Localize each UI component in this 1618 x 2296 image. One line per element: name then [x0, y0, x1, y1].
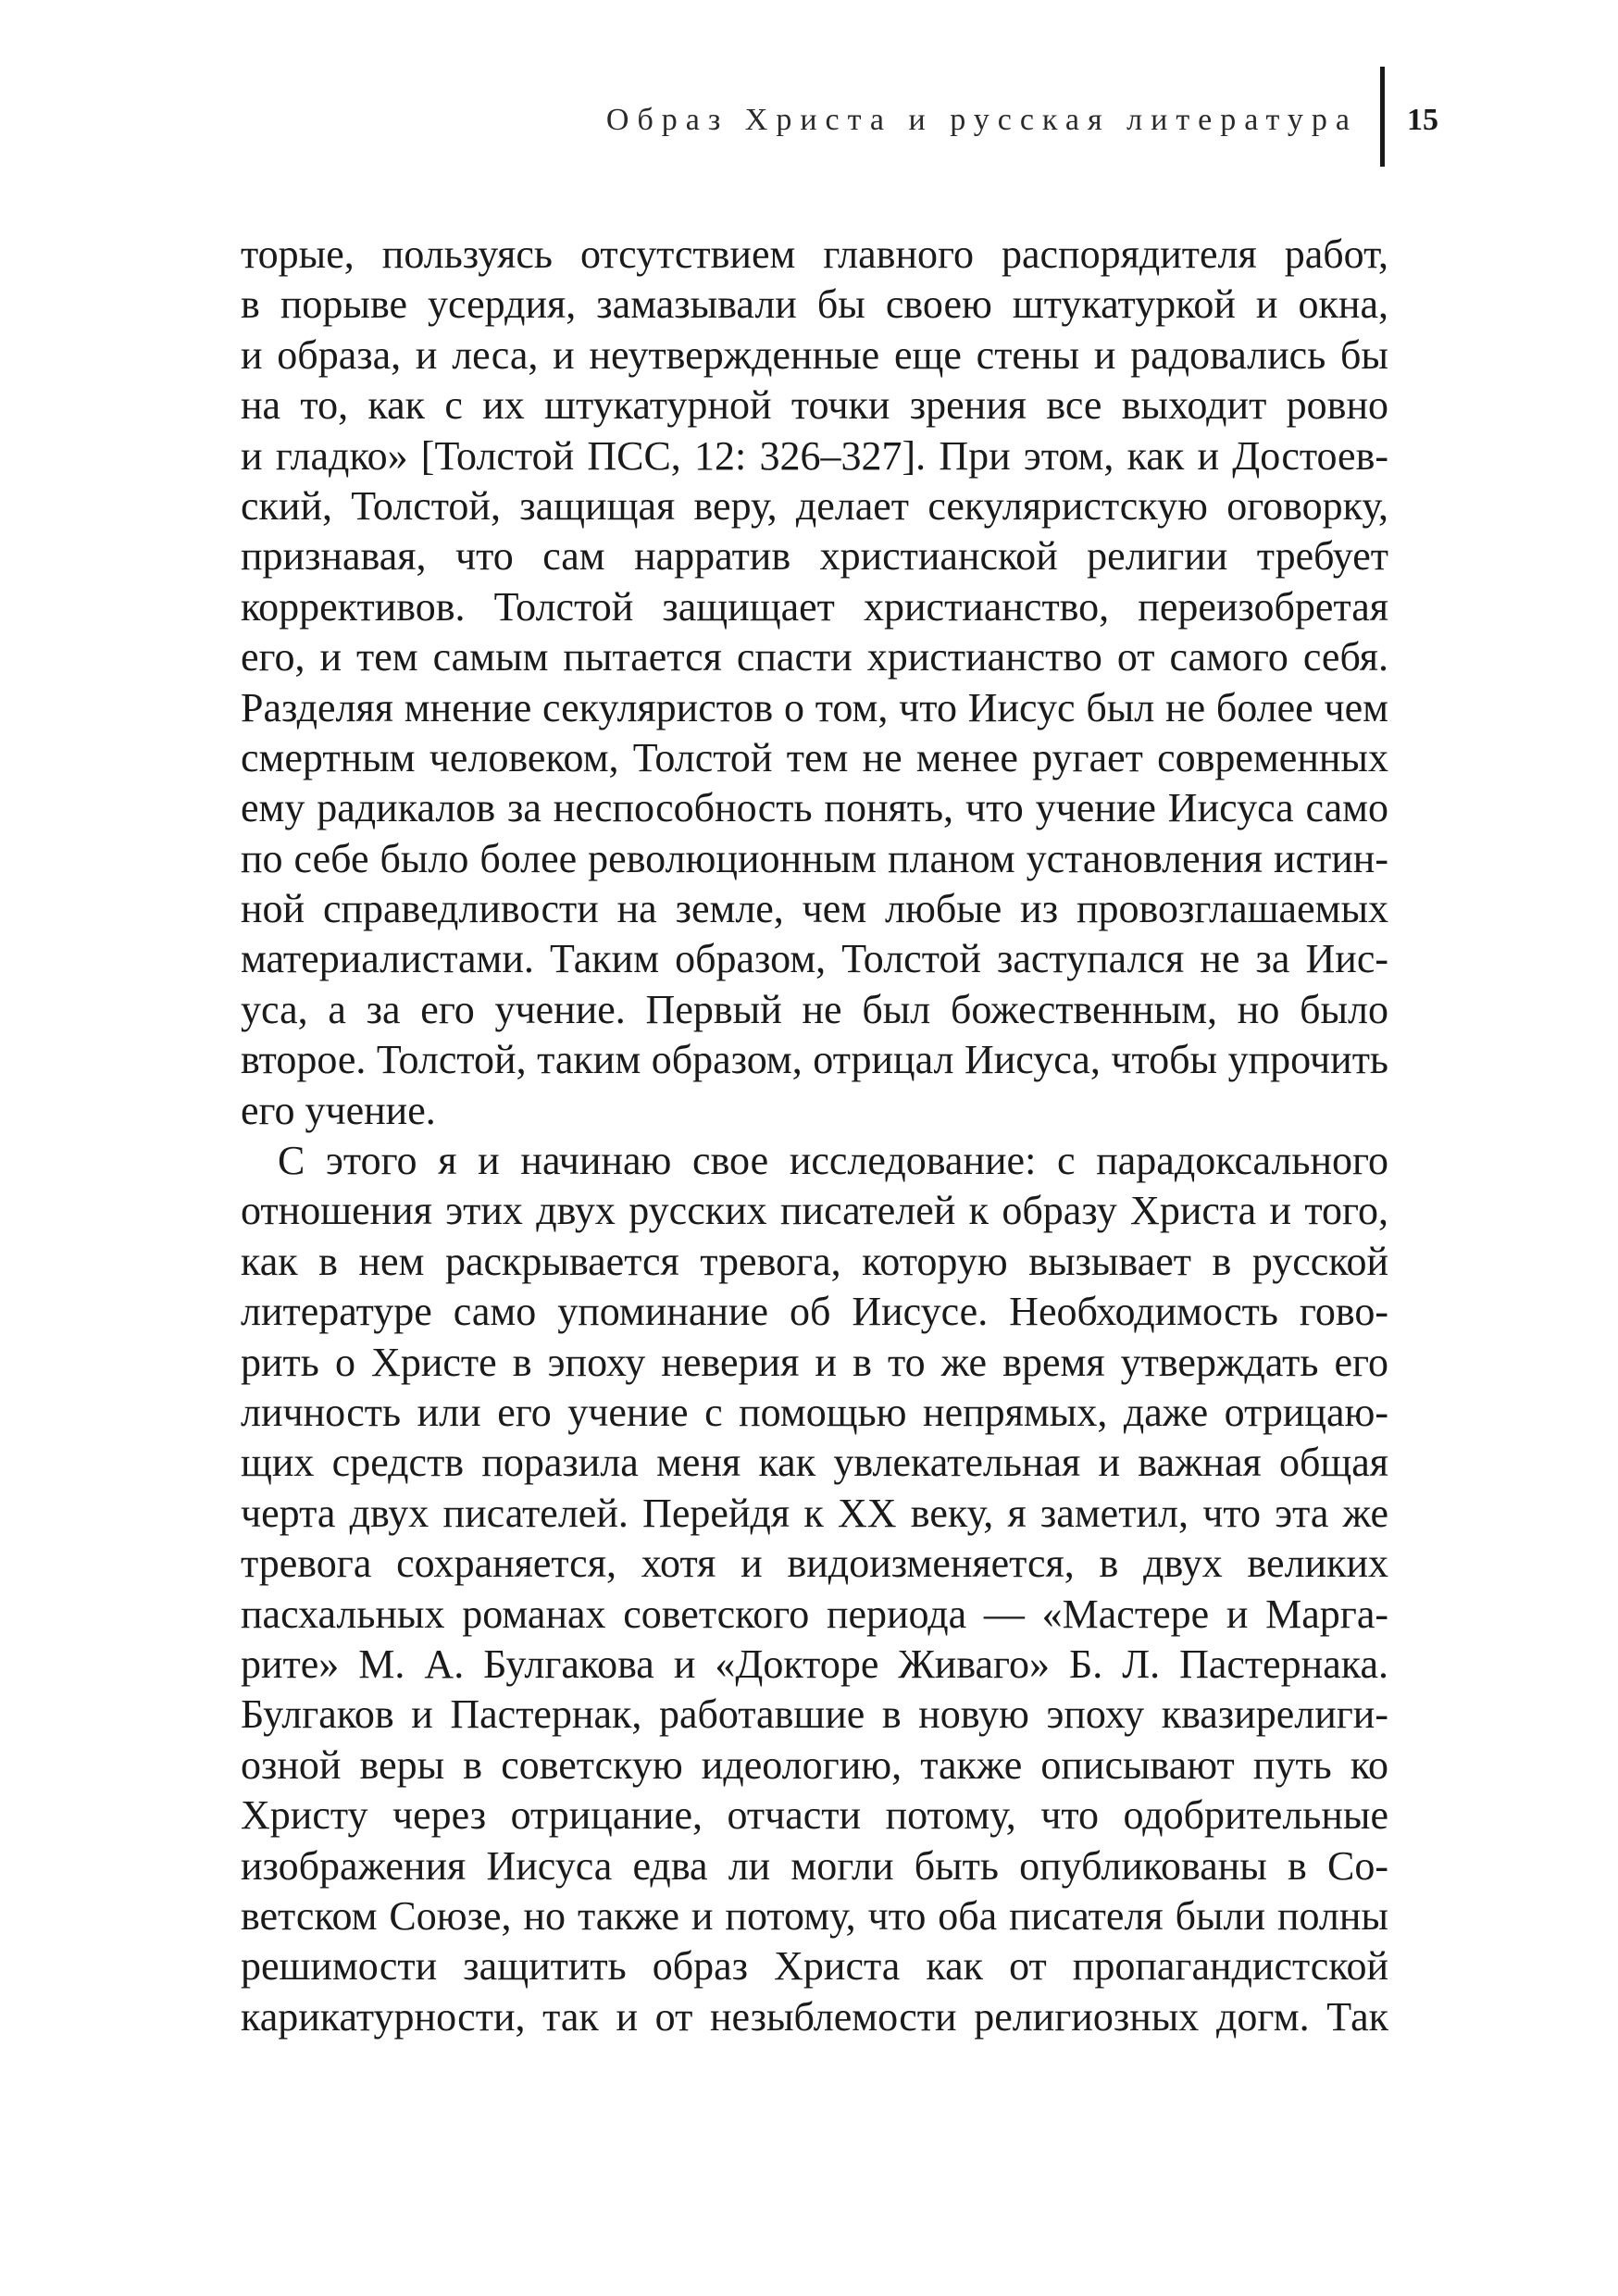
text-line: Булгаков и Пастернак, работавшие в новую эпоху квазирелиги-: [241, 1691, 1388, 1738]
text-line: щих средств поразила меня как увлекательная и важная общая: [241, 1440, 1388, 1486]
text-line: ной справедливости на земле, чем любые из провозглашаемых: [241, 886, 1388, 932]
text-line: изображения Иисуса едва ли могли быть опубликованы в Со-: [241, 1842, 1388, 1889]
text-line: С этого я и начинаю свое исследование: с парадоксального: [278, 1138, 1388, 1184]
text-line: его учение.: [241, 1087, 436, 1133]
text-line: Разделяя мнение секуляристов о том, что Иисус был не более чем: [241, 684, 1388, 730]
text-line: по себе было более революционным планом установления истин-: [241, 835, 1388, 881]
text-line: отношения этих двух русских писателей к образу Христа и того,: [241, 1188, 1388, 1234]
text-line: второе. Толстой, таким образом, отрицал Иисуса, чтобы упрочить: [241, 1037, 1388, 1083]
text-line: личность или его учение с помощью непрямых, даже отрицаю-: [241, 1389, 1388, 1435]
body-text: [241, 230, 1388, 2042]
text-line: материалистами. Таким образом, Толстой заступался не за Иис-: [241, 936, 1388, 982]
text-line: на то, как с их штукатурной точки зрения все выходит ровно: [241, 382, 1388, 429]
running-head-title: Образ Христа и русская литература: [605, 103, 1358, 137]
text-line: пасхальных романах советского периода — «Мастере и Марга-: [241, 1591, 1388, 1637]
text-line: черта двух писателей. Перейдя к XX веку, я заметил, что эта же: [241, 1490, 1388, 1536]
text-line: его, и тем самым пытается спасти христианство от самого себя.: [241, 634, 1388, 680]
text-line: карикатурности, так и от незыблемости религиозных догм. Так: [241, 1993, 1388, 2040]
paragraph-1: [241, 230, 1388, 1136]
text-line: озной веры в советскую идеологию, также описывают путь ко: [241, 1741, 1388, 1788]
text-line: ский, Толстой, защищая веру, делает секуляристскую оговорку,: [241, 482, 1388, 529]
header-divider: [1380, 67, 1385, 167]
text-line: ему радикалов за неспособность понять, что учение Иисуса само: [241, 785, 1388, 831]
text-line: признавая, что сам нарратив христианской религии требует: [241, 533, 1388, 580]
text-line: тревога сохраняется, хотя и видоизменяется, в двух великих: [241, 1541, 1388, 1587]
text-line: ветском Союзе, но также и потому, что оба писателя были полны: [241, 1892, 1388, 1939]
text-line: торые, пользуясь отсутствием главного распорядителя работ,: [241, 231, 1388, 277]
text-line: и образа, и леса, и неутвержденные еще стены и радовались бы: [241, 331, 1388, 378]
text-line: рить о Христе в эпоху неверия и в то же время утверждать его: [241, 1339, 1388, 1385]
text-line: и гладко» [Толстой ПСС, 12: 326–327]. При этом, как и Достоев-: [241, 432, 1388, 479]
text-line: уса, а за его учение. Первый не был божественным, но было: [241, 986, 1388, 1032]
text-line: литературе само упоминание об Иисусе. Необходимость гово-: [241, 1289, 1388, 1335]
paragraph-2: [241, 1136, 1388, 2042]
text-line: как в нем раскрывается тревога, которую вызывает в русской: [241, 1238, 1388, 1284]
text-line: рите» М. А. Булгакова и «Докторе Живаго» Б. Л. Пастернака.: [241, 1641, 1388, 1687]
text-line: решимости защитить образ Христа как от пропагандистской: [241, 1943, 1388, 1990]
text-line: смертным человеком, Толстой тем не менее ругает современных: [241, 734, 1388, 780]
text-line: Христу через отрицание, отчасти потому, что одобрительные: [241, 1792, 1388, 1839]
text-line: коррективов. Толстой защищает христианство, переизобретая: [241, 583, 1388, 630]
page-number: 15: [1407, 103, 1438, 137]
text-line: в порыве усердия, замазывали бы своею штукатуркой и окна,: [241, 281, 1388, 328]
